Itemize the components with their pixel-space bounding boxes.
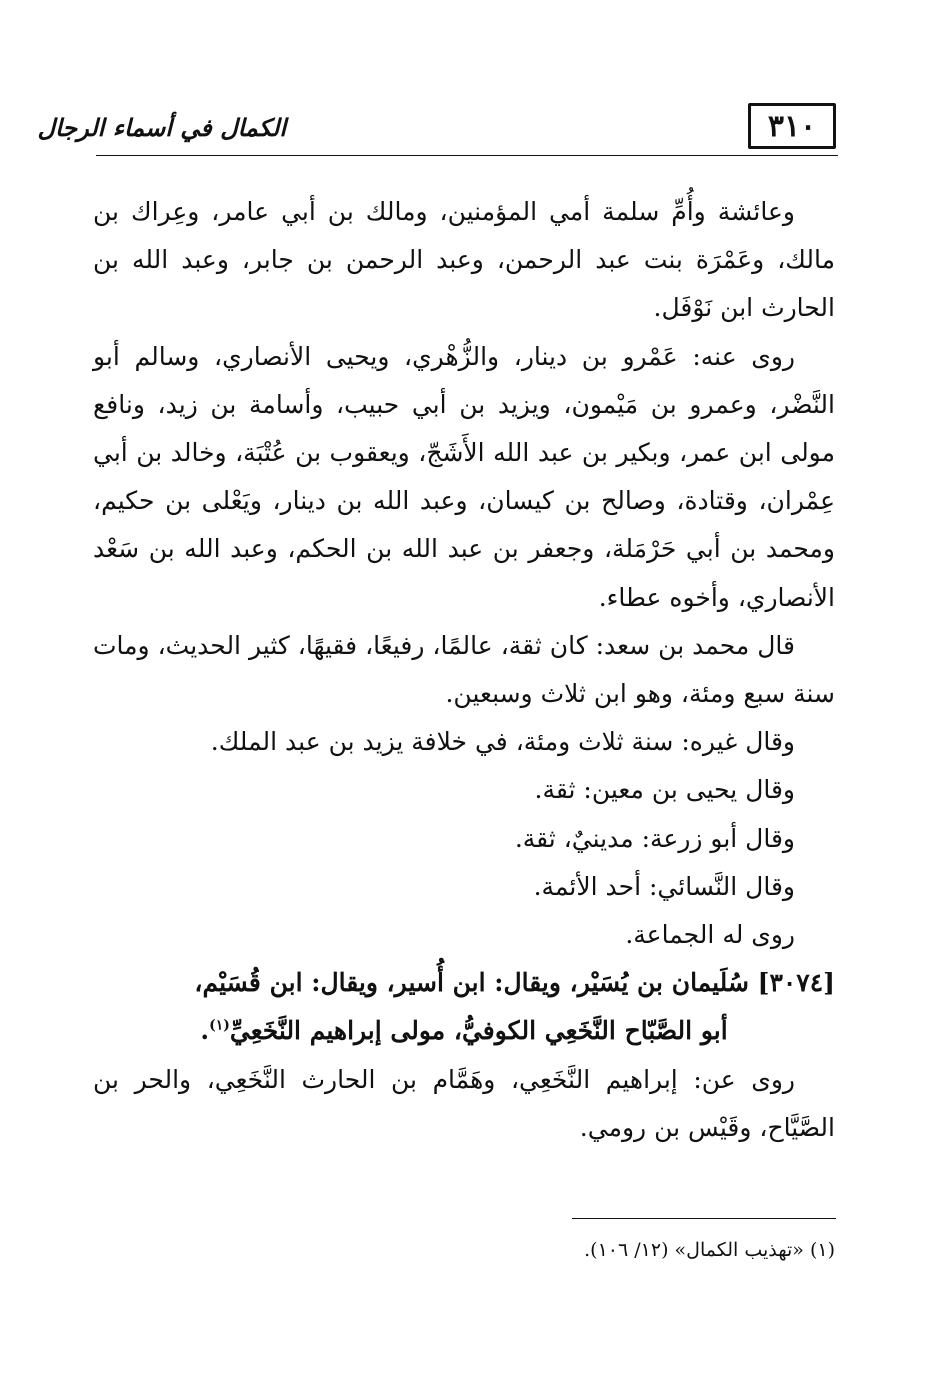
entry-heading-line2-wrap <box>93 1007 835 1055</box>
paragraph-narrated-by: روى له الجماعة. <box>625 920 795 950</box>
paragraph-entry-teachers: روى عن: إبراهيم النَّخَعِي، وهَمَّام بن الحارث النَّخَعِي، والحر بن الصَّيَّاح، وقَيْس بن رومي. <box>93 1064 835 1142</box>
running-title: الكمال في أسماء الرجال <box>37 113 286 142</box>
footnote-1: (١) «تهذيب الكمال» (١٢/ ١٠٦). <box>584 1239 835 1261</box>
entry-heading-line2: أبو الصَّبّاح النَّخَعِي الكوفيُّ، مولى إبراهيم النَّخَعِيِّ <box>229 1016 728 1046</box>
entry-heading-line1: [٣٠٧٤] سُلَيمان بن يُسَيْر، ويقال: ابن أُسير، ويقال: ابن قُسَيْم، <box>194 968 835 998</box>
page-number: ٣١٠ <box>748 103 836 149</box>
entry-heading <box>93 959 835 1055</box>
paragraph-ibn-sad: قال محمد بن سعد: كان ثقة، عالمًا، رفيعًا، فقيهًا، كثير الحديث، ومات سنة سبع ومئة، وهو ابن ثلاث وسبعين. <box>93 630 835 709</box>
entry-heading-end: . <box>200 1016 210 1046</box>
paragraph-teachers-continued: وعائشة وأُمِّ سلمة أمي المؤمنين، ومالك بن أبي عامر، وعِراك بن مالك، وعَمْرَة بنت عبد الرحمن، وعبد الرحمن بن جابر، وعبد الله بن الحارث ابن نَوْفَل. <box>93 197 835 323</box>
paragraph-nasai: وقال النَّسائي: أحد الأئمة. <box>533 871 795 901</box>
footnote-divider <box>572 1218 836 1219</box>
paragraph-death-date: وقال غيره: سنة ثلاث ومئة، في خلافة يزيد بن عبد الملك. <box>210 727 795 757</box>
footnote-ref[interactable]: (١) <box>209 1018 230 1035</box>
paragraph-abu-zura: وقال أبو زرعة: مدينيٌ، ثقة. <box>514 823 795 853</box>
paragraph-ibn-main: وقال يحيى بن معين: ثقة. <box>534 775 795 805</box>
header-divider <box>96 155 838 156</box>
paragraph-narrators: روى عنه: عَمْرو بن دينار، والزُّهْري، ويحيى الأنصاري، وسالم أبو النَّضْر، وعمرو بن مَيْمون، ويزيد بن أبي حبيب، وأسامة بن زيد، ونافع مولى ابن عمر، وبكير بن عبد الله الأَشَجّ، ويعقوب بن عُتْبَة، وخالد بن أبي عِمْران، وقتادة، وصالح بن كيسان، وعبد الله بن دينار، ويَعْلى بن حكيم، ومحمد بن أبي حَرْمَلة، وجعفر بن عبد الله بن الحكم، وعبد الله بن سَعْد الأنصاري، وأخوه عطاء. <box>93 341 835 612</box>
main-text <box>93 188 835 1152</box>
